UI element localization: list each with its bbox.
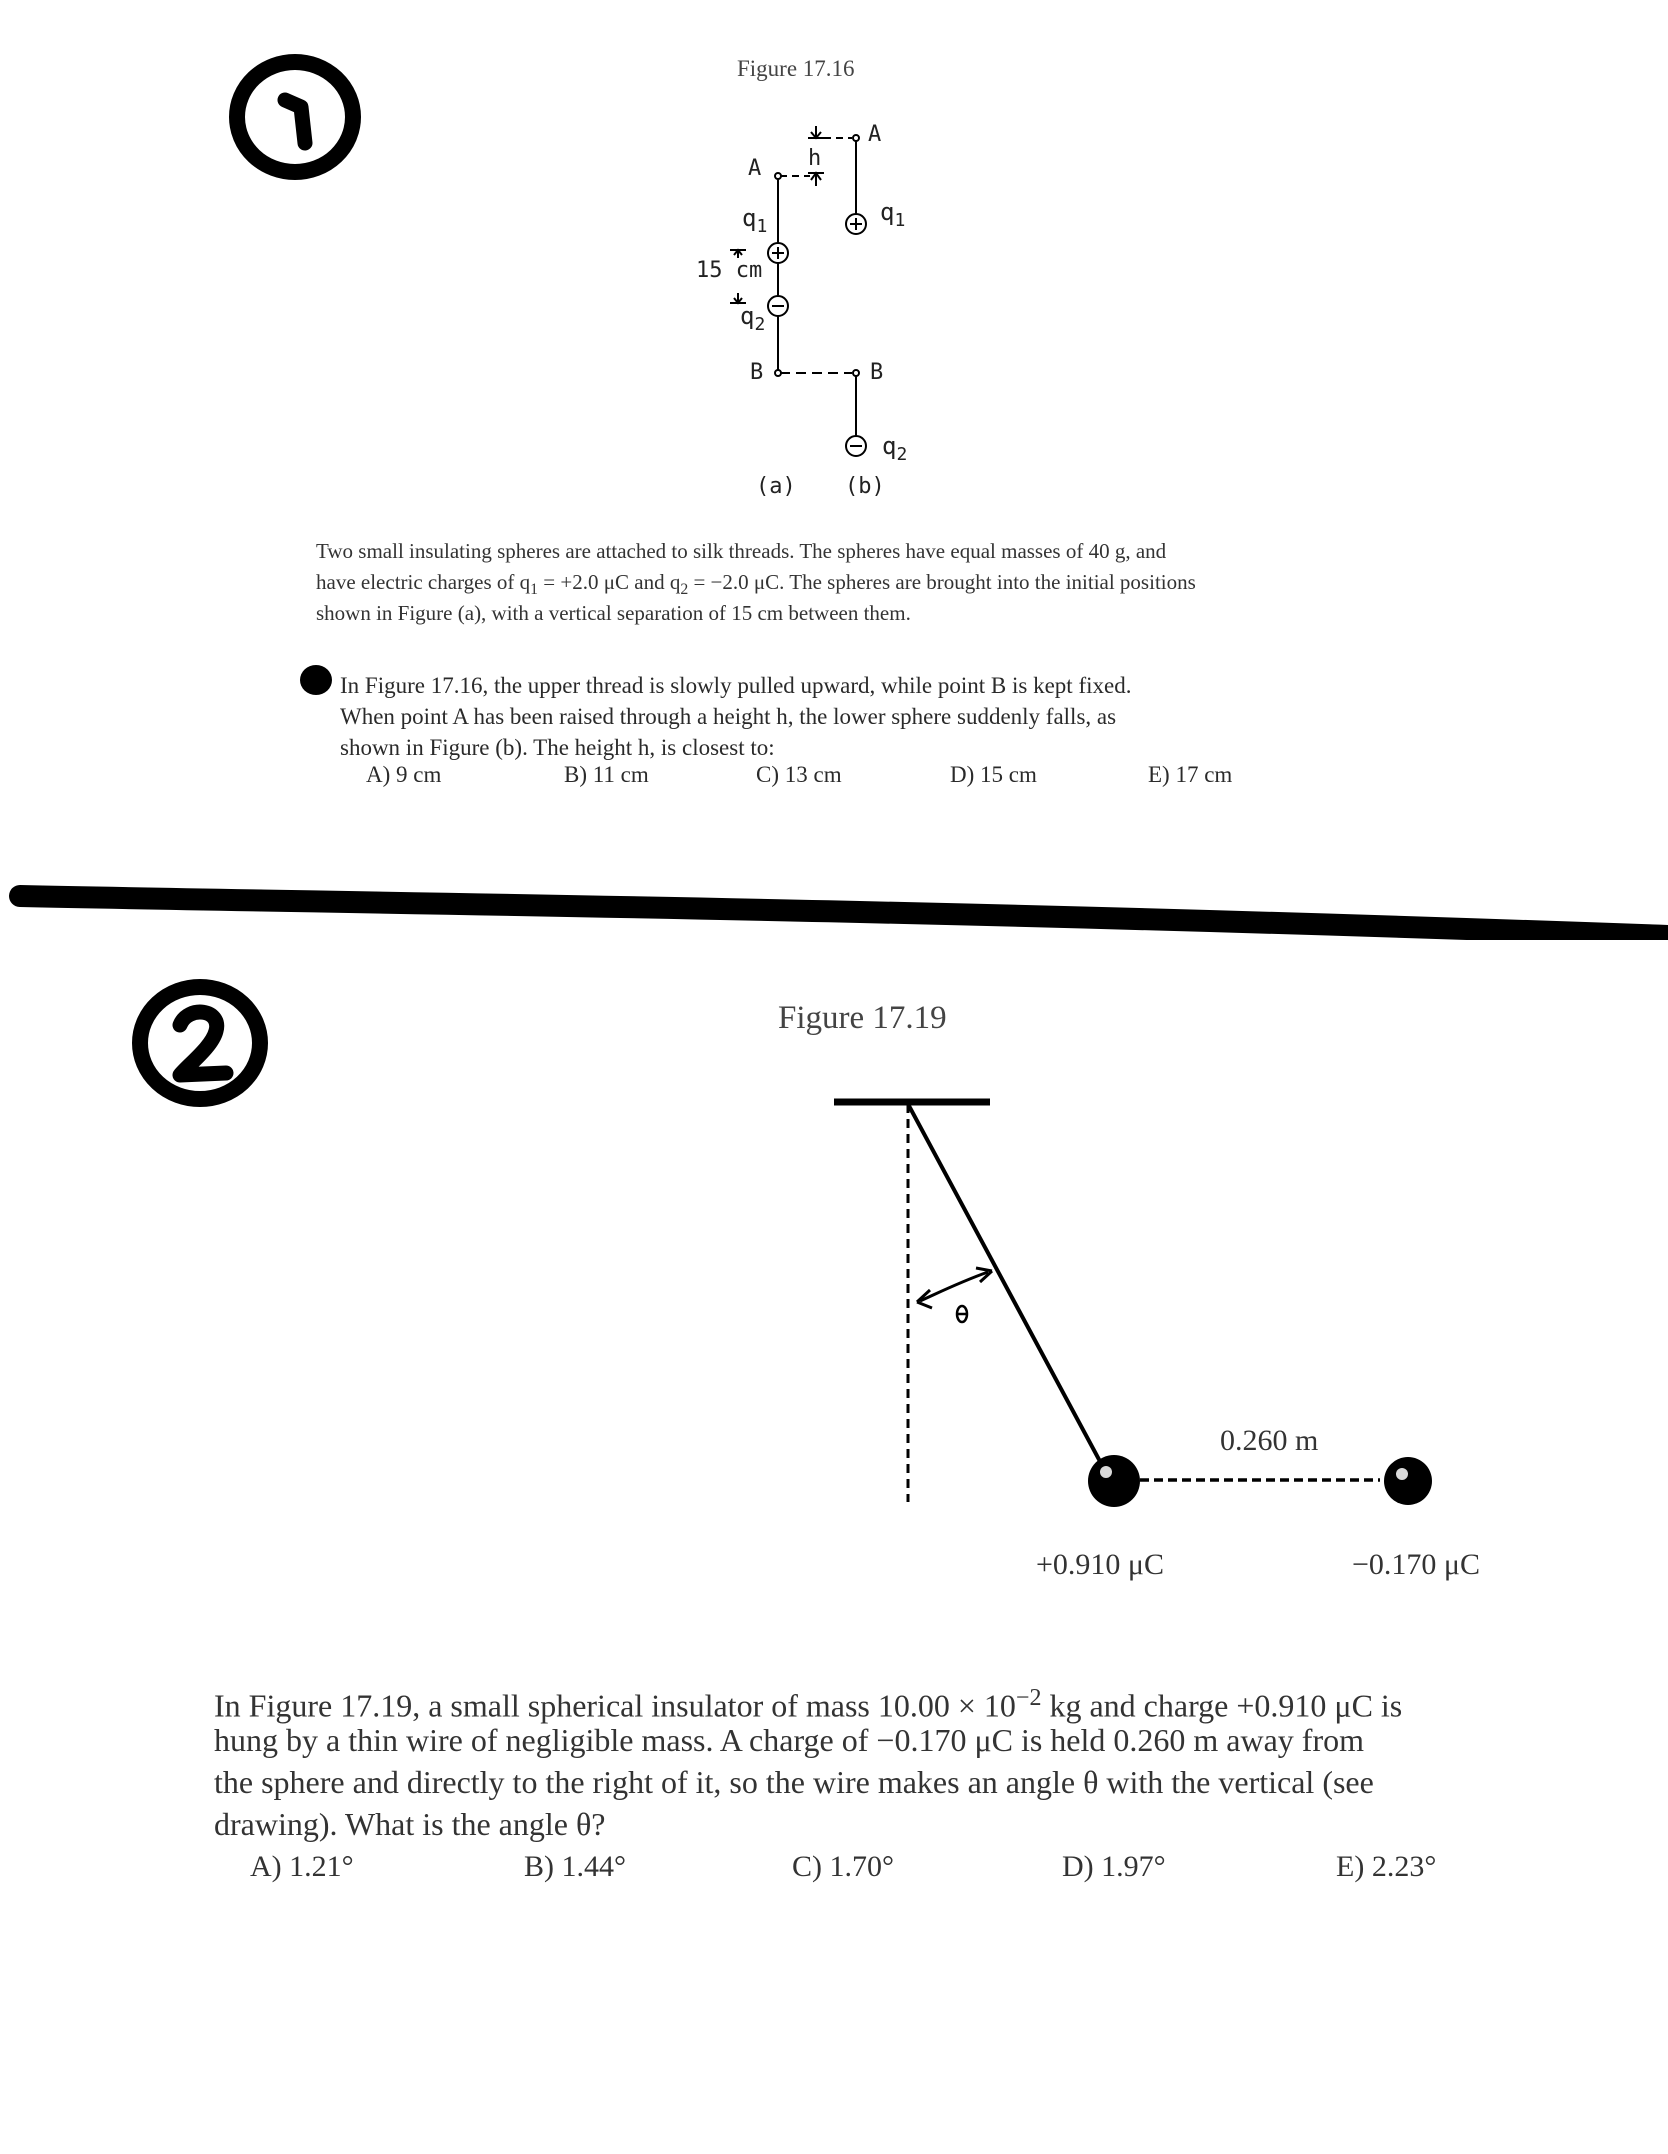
- choice-2-e: E) 2.23°: [1336, 1850, 1437, 1883]
- distance-label: 0.260 m: [1220, 1424, 1319, 1457]
- label-A-left: A: [748, 156, 762, 181]
- choice-1-e: E) 17 cm: [1148, 762, 1233, 787]
- question-2-line-2: hung by a thin wire of negligible mass. A charge of −0.170 μC is held 0.260 m away from: [214, 1722, 1364, 1758]
- label-B-right: B: [870, 360, 884, 385]
- choice-1-d: D) 15 cm: [950, 762, 1037, 787]
- figure-17-16-diagram: [690, 118, 950, 508]
- choice-1-c: C) 13 cm: [756, 762, 842, 787]
- question-1-line-1: In Figure 17.16, the upper thread is slowly pulled upward, while point B is kept fixed.: [340, 673, 1132, 698]
- choice-2-d: D) 1.97°: [1062, 1850, 1166, 1883]
- choice-2-a: A) 1.21°: [250, 1850, 354, 1883]
- label-15cm: 15 cm: [696, 258, 763, 283]
- charge-left-label: +0.910 μC: [1036, 1548, 1165, 1581]
- label-q1-right: $q_1$: [880, 198, 906, 231]
- label-B-left: B: [750, 360, 764, 385]
- intro-line-3: shown in Figure (a), with a vertical separation of 15 cm between them.: [316, 601, 911, 625]
- question-1-line-3: shown in Figure (b). The height h, is closest to:: [340, 735, 775, 760]
- divider-line: [0, 860, 1668, 940]
- figure-caption-2: Figure 17.19: [778, 1000, 947, 1036]
- label-q1-left: $q_1$: [742, 204, 768, 237]
- figure-17-19-diagram: [820, 1090, 1460, 1530]
- label-q2-right: $q_2$: [882, 432, 908, 465]
- intro-line-1: Two small insulating spheres are attached to silk threads. The spheres have equal masses of 40 g, and: [316, 539, 1167, 563]
- question-1-line-2: When point A has been raised through a height h, the lower sphere suddenly falls, as: [340, 704, 1117, 729]
- choice-1-a: A) 9 cm: [366, 762, 442, 787]
- handwritten-number-2: [118, 965, 288, 1115]
- question-2-line-4: drawing). What is the angle θ?: [214, 1806, 606, 1842]
- choice-2-c: C) 1.70°: [792, 1850, 894, 1883]
- handwritten-bullet: [298, 662, 334, 698]
- label-sub-a: (a): [756, 474, 796, 499]
- choice-2-b: B) 1.44°: [524, 1850, 626, 1883]
- figure-caption: Figure 17.16: [737, 56, 855, 81]
- handwritten-number-1: [215, 45, 375, 185]
- label-q2-left: $q_2$: [740, 302, 766, 335]
- label-h: h: [808, 146, 822, 171]
- intro-line-2: have electric charges of $q_1 = +2.0$ μC and $q_2 = -2.0$ μC. The spheres are brought into the initial positions: [316, 570, 1196, 599]
- label-sub-b: (b): [845, 474, 885, 499]
- question-2-line-1: In Figure 17.19, a small spherical insulator of mass $10.00 \times 10^{-2}$ kg and charge +0.910 μC is: [214, 1685, 1403, 1724]
- choice-1-b: B) 11 cm: [564, 762, 649, 787]
- label-A-right: A: [868, 122, 882, 147]
- charge-right-label: −0.170 μC: [1352, 1548, 1481, 1581]
- question-2-line-3: the sphere and directly to the right of it, so the wire makes an angle θ with the vertical (see: [214, 1764, 1374, 1800]
